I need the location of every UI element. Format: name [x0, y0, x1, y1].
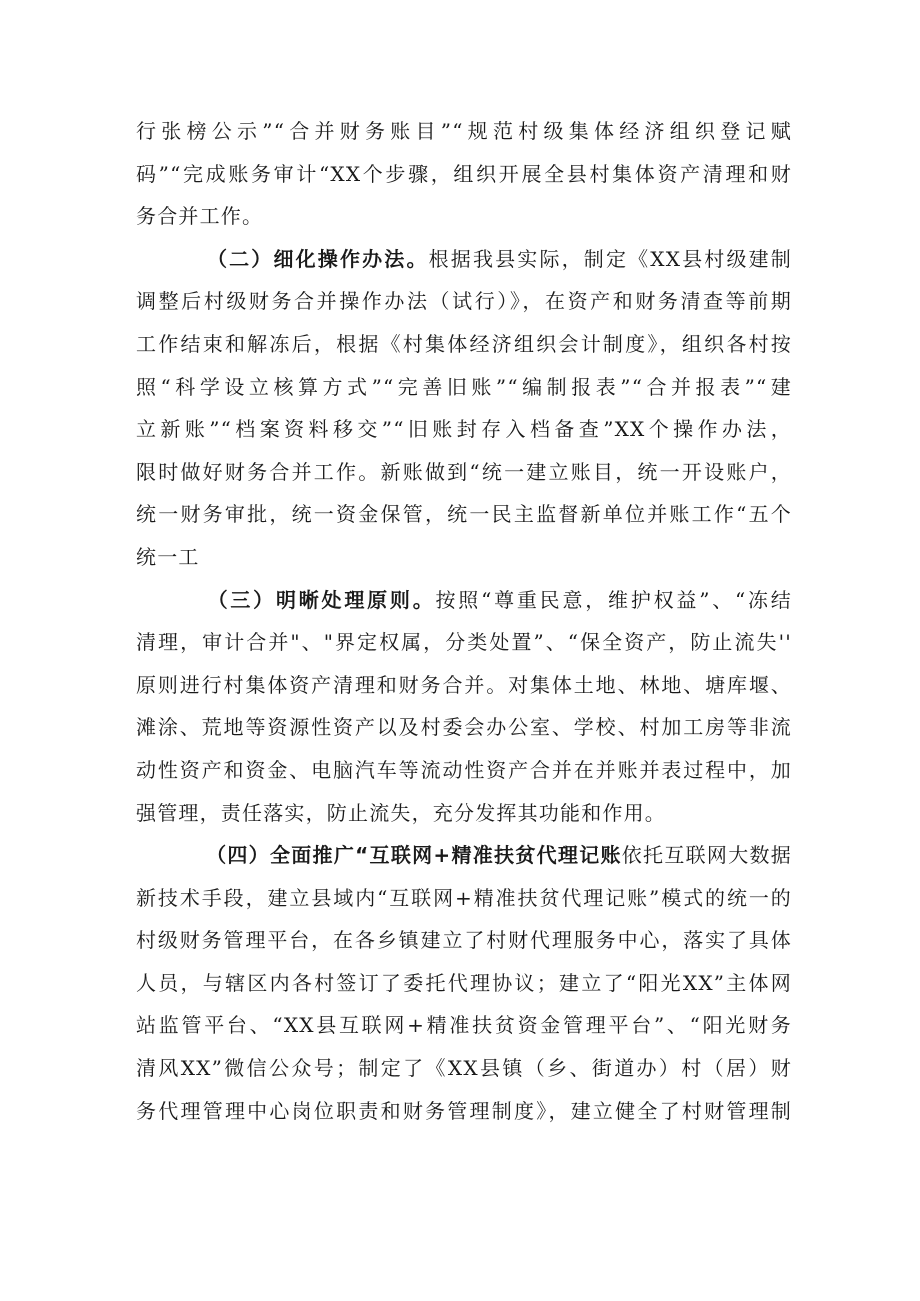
- section-heading: （二）细化操作办法。: [206, 246, 429, 271]
- text-line: 统一财务审批，统一资金保管，统一民主监督新单位并账工作“五个: [136, 502, 792, 527]
- text-line: 工作结束和解冻后，根据《村集体经济组织会计制度》，组织各村按: [136, 331, 792, 356]
- text-line: 照“科学设立核算方式”“完善旧账”“编制报表”“合并报表”“建: [136, 374, 792, 399]
- text-line: 村级财务管理平台，在各乡镇建立了村财代理服务中心，落实了具体: [136, 928, 792, 953]
- text-line: 新技术手段，建立县域内“互联网+精准扶贫代理记账”模式的统一的: [136, 885, 792, 910]
- section-heading: （三）明晰处理原则。: [206, 587, 436, 612]
- text-line: 调整后村级财务合并操作办法（试行）》，在资产和财务清查等前期: [136, 289, 792, 314]
- text-run: 按照“尊重民意，维护权益”、“冻结: [435, 587, 793, 612]
- document-page: [136, 110, 792, 1132]
- text-line: 清理，审计合并"、"界定权属，分类处置”、“保全资产，防止流失'': [136, 630, 792, 655]
- text-line: 务代理管理中心岗位职责和财务管理制度》，建立健全了村财管理制: [136, 1098, 792, 1123]
- text-line: 原则进行村集体资产清理和财务合并。对集体土地、林地、塘库堰、: [136, 672, 792, 697]
- text-line: 码”“完成账务审计“XX个步骤，组织开展全县村集体资产清理和财: [136, 161, 792, 186]
- text-line: 务合并工作。: [136, 204, 264, 229]
- text-line: 限时做好财务合并工作。新账做到“统一建立账目，统一开设账户，: [136, 459, 792, 484]
- paragraph-internet-accounting: [136, 834, 792, 1132]
- section-heading: （四）全面推广“互联网+精准扶贫代理记账: [206, 843, 622, 868]
- text-line-first: [136, 579, 792, 622]
- text-line: 清风XX”微信公众号；制定了《XX县镇（乡、街道办）村（居）财: [136, 1056, 792, 1081]
- text-line: 统一工: [136, 544, 200, 569]
- text-run: 依托互联网大数据: [621, 843, 792, 868]
- paragraph-asset-cleanup-continued: [136, 110, 792, 238]
- paragraph-operating-methods: [136, 238, 792, 579]
- text-line: 强管理，责任落实，防止流失，充分发挥其功能和作用。: [136, 800, 666, 825]
- text-line-first: [136, 238, 792, 281]
- text-line: 站监管平台、“XX县互联网+精准扶贫资金管理平台”、“阳光财务: [136, 1013, 792, 1038]
- text-line: 动性资产和资金、电脑汽车等流动性资产合并在并账并表过程中，加: [136, 757, 792, 782]
- text-line: 立新账”“档案资料移交”“旧账封存入档备查”XX个操作办法，: [136, 417, 792, 442]
- text-line: 滩涂、荒地等资源性资产以及村委会办公室、学校、村加工房等非流: [136, 715, 792, 740]
- text-line: 行张榜公示”“合并财务账目”“规范村级集体经济组织登记赋: [136, 119, 792, 143]
- text-line: 人员，与辖区内各村签订了委托代理协议；建立了“阳光XX”主体网: [136, 970, 792, 995]
- paragraph-handling-principles: [136, 579, 792, 835]
- text-run: 根据我县实际，制定《XX县村级建制: [428, 246, 792, 271]
- text-line-first: [136, 834, 792, 877]
